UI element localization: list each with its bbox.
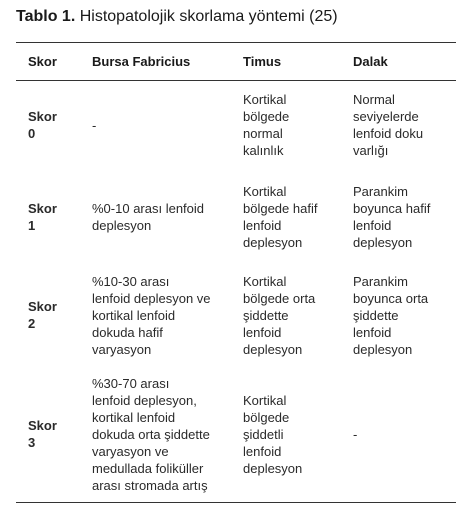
dalak-cell xyxy=(353,81,453,169)
dalak-text: - xyxy=(353,426,358,442)
header-bursa-fabricius: Bursa Fabricius xyxy=(92,54,191,69)
dalak-text: Parankim boyunca orta şiddette lenfoid deplesyon xyxy=(353,273,429,357)
bursa-cell xyxy=(92,173,252,261)
scoring-table xyxy=(16,42,456,503)
timus-text: Kortikal bölgede hafif lenfoid deplesyon xyxy=(243,184,318,250)
dalak-cell xyxy=(353,265,453,365)
score-label: Skor 3 xyxy=(28,418,57,450)
table-row xyxy=(16,265,456,365)
bursa-cell xyxy=(92,265,252,365)
bursa-text: %10-30 arası lenfoid deplesyon ve kortikal lenfoid dokuda hafif varyasyon xyxy=(92,273,211,357)
timus-cell xyxy=(243,173,349,261)
score-label: Skor 1 xyxy=(28,201,57,233)
timus-text: Kortikal bölgede şiddetli lenfoid deplesyon xyxy=(243,392,303,476)
table-caption xyxy=(16,8,338,26)
timus-text: Kortikal bölgede normal kalınlık xyxy=(243,92,290,158)
score-cell xyxy=(28,265,88,365)
table-row xyxy=(16,173,456,261)
timus-cell xyxy=(243,369,349,499)
dalak-text: Parankim boyunca hafif lenfoid deplesyon xyxy=(353,184,431,250)
table-row xyxy=(16,369,456,499)
dalak-cell xyxy=(353,369,453,499)
header-skor: Skor xyxy=(28,54,57,69)
header-dalak: Dalak xyxy=(353,54,388,69)
dalak-text: Normal seviyelerde lenfoid doku varlığı xyxy=(353,92,424,158)
header-timus: Timus xyxy=(243,54,282,69)
dalak-cell xyxy=(353,173,453,261)
bursa-text: - xyxy=(92,117,97,133)
bursa-text: %30-70 arası lenfoid deplesyon, kortikal lenfoid dokuda orta şiddette varyasyon ve medullada foliküller arası stromada artış xyxy=(92,375,210,493)
score-label: Skor 2 xyxy=(28,299,57,331)
timus-cell xyxy=(243,265,349,365)
caption-text: Histopatolojik skorlama yöntemi (25) xyxy=(79,8,338,25)
score-label: Skor 0 xyxy=(28,109,57,141)
score-cell xyxy=(28,173,88,261)
bursa-cell xyxy=(92,81,252,169)
timus-text: Kortikal bölgede orta şiddette lenfoid deplesyon xyxy=(243,273,316,357)
table-row xyxy=(16,81,456,169)
bursa-text: %0-10 arası lenfoid deplesyon xyxy=(92,201,205,233)
score-cell xyxy=(28,369,88,499)
score-cell xyxy=(28,81,88,169)
bursa-cell xyxy=(92,369,252,499)
timus-cell xyxy=(243,81,349,169)
caption-label: Tablo 1. xyxy=(16,8,76,25)
table-header-row xyxy=(16,43,456,81)
